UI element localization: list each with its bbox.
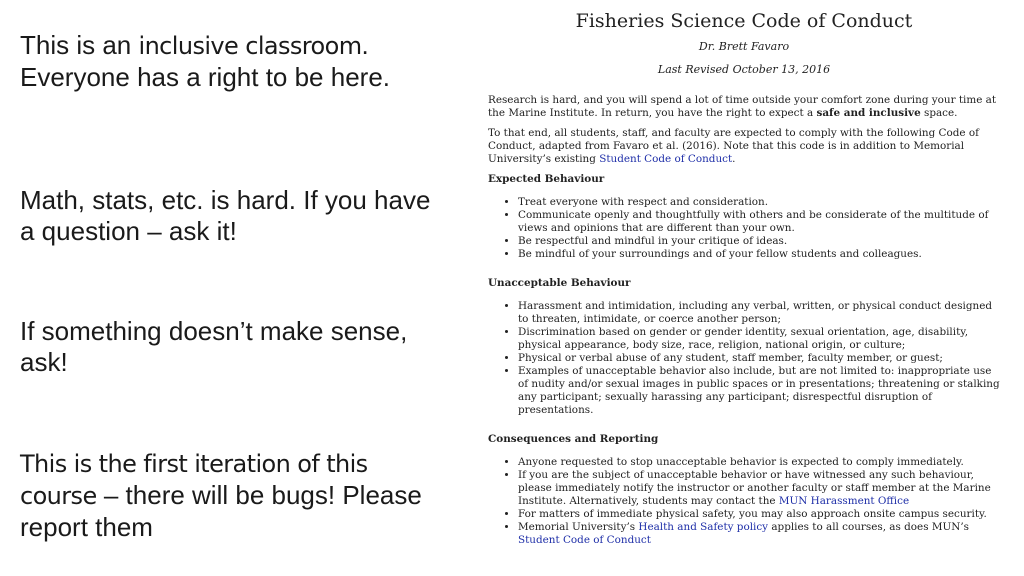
first-iteration-emphasis: This is the first iteration of this xyxy=(20,450,368,478)
para2-pre: To that end, all students, staff, and faculty are expected to comply with the following Code of Conduct, adapted from Favaro et al. (2016). Note that this code is in addition to Memorial University’s existing xyxy=(488,127,979,165)
student-code-link[interactable]: Student Code of Conduct xyxy=(599,153,733,165)
p4-post: – there will be bugs! Please report them xyxy=(20,480,422,542)
p1-post: . Everyone has a right to be here. xyxy=(20,30,391,92)
para1-pre: Research is hard, and you will spend a lot of time outside your comfort zone during your time at the Marine Institute. In return, you have the right to expect a xyxy=(488,94,997,119)
expected-heading: Expected Behaviour xyxy=(488,173,605,185)
unacceptable-list xyxy=(488,300,1000,417)
inclusive-classroom-emphasis: inclusive classroom xyxy=(138,32,362,60)
expected-list xyxy=(488,196,1000,261)
doc-intro-paragraph xyxy=(488,94,1000,120)
list-item: • Be mindful of your surroundings and of your fellow students and colleagues. xyxy=(518,248,1000,261)
inclusive-paragraph xyxy=(20,30,450,93)
harassment-office-link[interactable]: MUN Harassment Office xyxy=(778,495,910,507)
bugs-paragraph xyxy=(20,448,450,543)
doc-title: Fisheries Science Code of Conduct xyxy=(575,10,913,32)
list-item: • For matters of immediate physical safety, you may also approach onsite campus security. xyxy=(518,508,1000,521)
doc-author: Dr. Brett Favaro xyxy=(698,40,790,53)
unacceptable-heading: Unacceptable Behaviour xyxy=(488,277,631,289)
list-item xyxy=(518,469,1000,508)
list-item: • Harassment and intimidation, including any verbal, written, or physical conduct designed to threaten, intimidate, or coerce another person; xyxy=(518,300,1000,326)
list-item: • Examples of unacceptable behavior also include, but are not limited to: inappropriate use of nudity and/or sexual images in public spaces or in presentations; threatening or stalking any participant; sexually harassing any participant; disrespectful disruption of presentations. xyxy=(518,365,1000,417)
code-of-conduct-document xyxy=(488,8,1000,570)
list-item: • Discrimination based on gender or gender identity, sexual orientation, age, disability, physical appearance, body size, race, religion, national origin, or culture; xyxy=(518,326,1000,352)
doc-revised-date: Last Revised October 13, 2016 xyxy=(657,63,831,76)
consequences-heading: Consequences and Reporting xyxy=(488,433,659,445)
item2-text: If you are the subject of unacceptable behavior or have witnessed any such behaviour, please immediately notify the instructor or another faculty or staff member at the Marine Institute. Alternatively, students may contact the xyxy=(518,469,991,507)
list-item: • Treat everyone with respect and consideration. xyxy=(518,196,1000,209)
consequences-list xyxy=(488,456,1000,547)
student-code-link-2[interactable]: Student Code of Conduct xyxy=(518,534,651,546)
list-item: • Communicate openly and thoughtfully with others and be considerate of the multitude of views and opinions that are different than your own. xyxy=(518,209,1000,235)
safe-inclusive-bold: safe and inclusive xyxy=(816,107,921,119)
list-item xyxy=(518,521,1000,547)
p1-pre: This is an xyxy=(20,30,139,60)
health-safety-link[interactable]: Health and Safety policy xyxy=(638,521,769,533)
item4-mid: applies to all courses, as does MUN’s xyxy=(768,521,969,533)
course-emphasis: course xyxy=(20,482,97,510)
para1-post: space. xyxy=(920,107,958,119)
para2-post: . xyxy=(732,153,736,165)
list-item: • Be respectful and mindful in your critique of ideas. xyxy=(518,235,1000,248)
item4-pre: Memorial University’s xyxy=(518,521,639,533)
doc-compliance-paragraph xyxy=(488,127,1000,166)
ask-paragraph: If something doesn’t make sense, ask! xyxy=(20,316,408,377)
list-item: • Anyone requested to stop unacceptable behavior is expected to comply immediately. xyxy=(518,456,1000,469)
math-paragraph: Math, stats, etc. is hard. If you have a question – ask it! xyxy=(20,185,431,246)
list-item: • Physical or verbal abuse of any student, staff member, faculty member, or guest; xyxy=(518,352,1000,365)
